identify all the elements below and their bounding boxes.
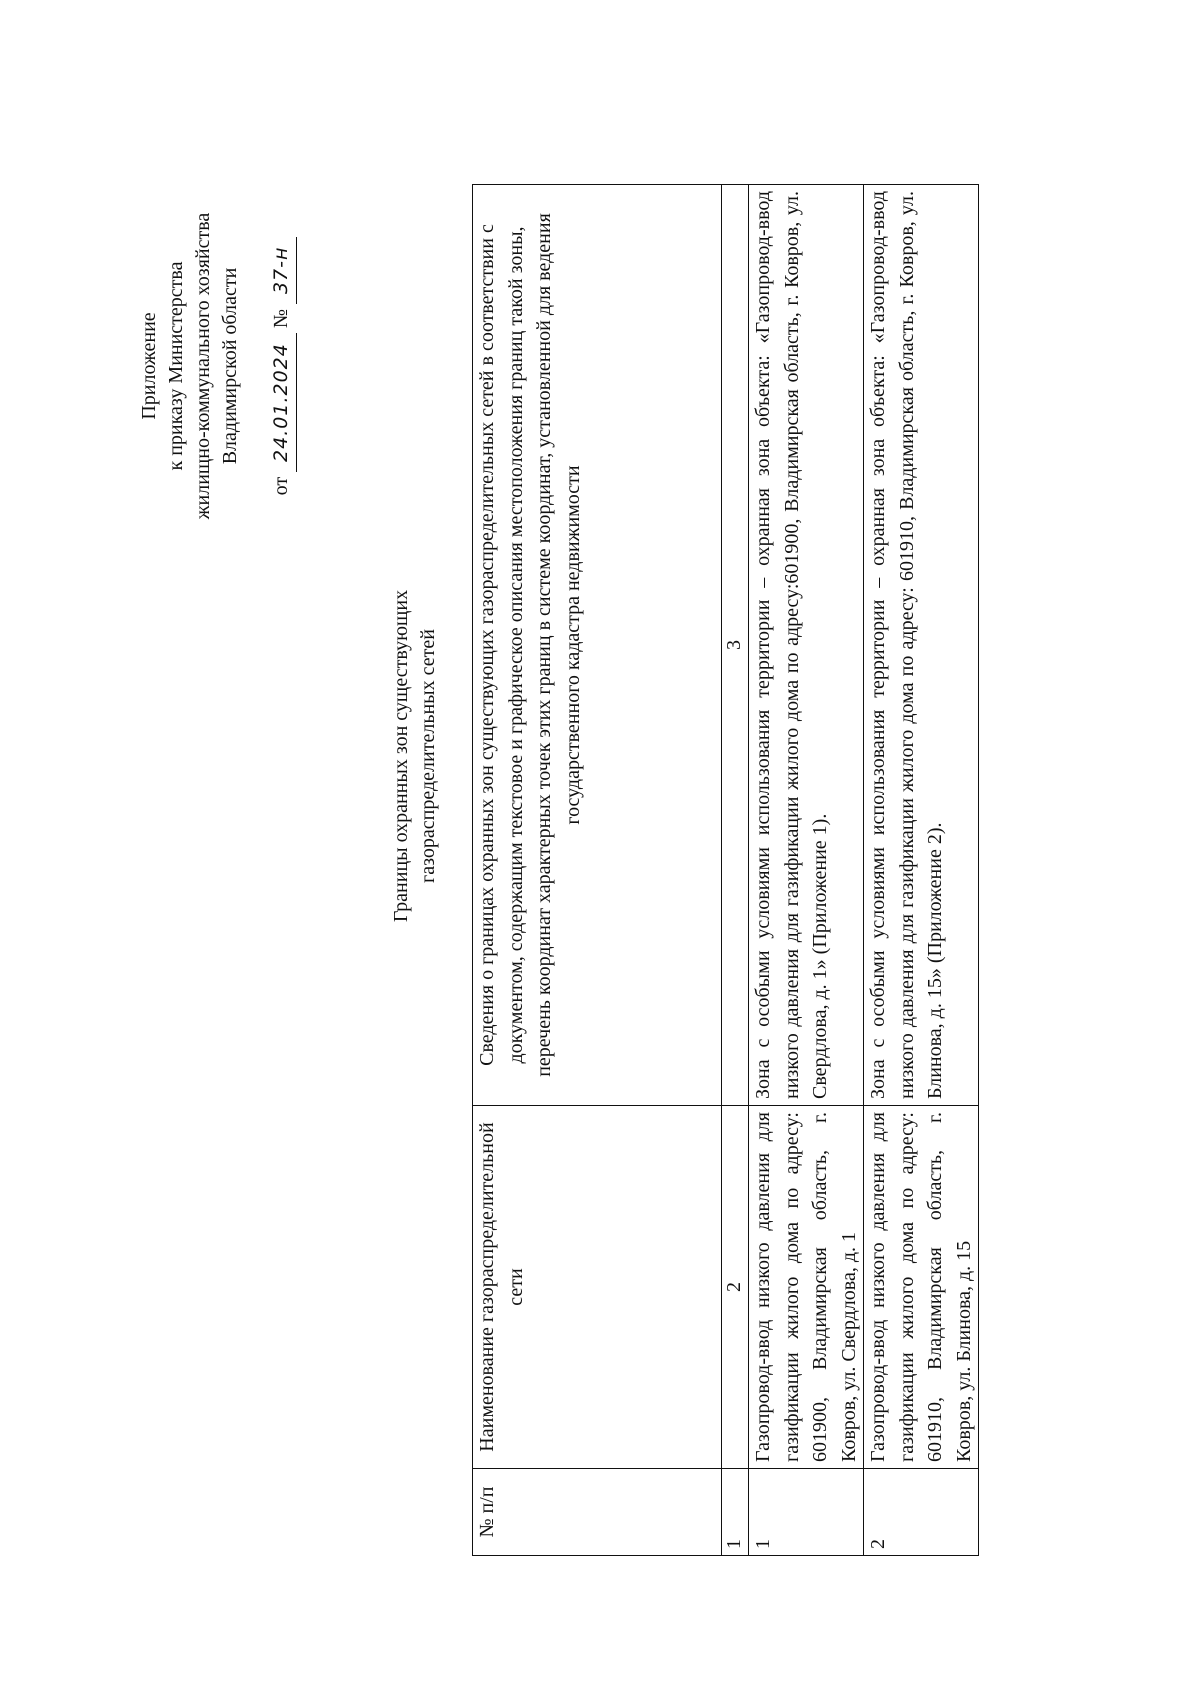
column-number: 2 xyxy=(722,1106,749,1469)
table-row xyxy=(749,185,864,1556)
table-row xyxy=(864,185,979,1556)
appendix-line: жилищно-коммунального хозяйства xyxy=(192,212,214,520)
order-date: 24.01.2024 xyxy=(268,333,297,472)
title-line-1: Границы охранных зон существующих xyxy=(390,589,412,923)
appendix-line: Приложение xyxy=(138,312,160,420)
network-name: Газопровод-ввод низкого давления для газификации жилого дома по адресу: 601900, Владимирская область, г. Ковров, ул. Свердлова, д. 1 xyxy=(749,1106,864,1469)
header-network-name: Наименование газораспределительной сети xyxy=(473,1106,722,1469)
column-number: 3 xyxy=(722,185,749,1106)
order-reference xyxy=(268,136,297,596)
order-number-label: № xyxy=(270,309,292,329)
document-page xyxy=(120,116,1140,1646)
appendix-line: к приказу Министерства xyxy=(165,261,187,471)
row-number: 2 xyxy=(864,1469,979,1556)
document-title xyxy=(388,436,442,1076)
network-name: Газопровод-ввод низкого давления для газификации жилого дома по адресу: 601910, Владимирская область, г. Ковров, ул. Блинова, д. 15 xyxy=(864,1106,979,1469)
header-number: № п/п xyxy=(473,1469,722,1556)
zone-info: Зона с особыми условиями использования территории – охранная зона объекта: «Газопровод-ввод низкого давления для газификации жилого дома по адресу: 601910, Владимирская область, г. Ковров, ул. Блинова, д. 15» (Приложение 2). xyxy=(864,185,979,1106)
zone-info: Зона с особыми условиями использования территории – охранная зона объекта: «Газопровод-ввод низкого давления для газификации жилого дома по адресу:601900, Владимирская область, г. Ковров, ул. Свердлова, д. 1» (Приложение 1). xyxy=(749,185,864,1106)
row-number: 1 xyxy=(749,1469,864,1556)
column-number-row xyxy=(722,185,749,1556)
order-number: 37-н xyxy=(268,237,297,304)
appendix-line: Владимирской области xyxy=(219,267,241,465)
appendix-header xyxy=(136,136,297,596)
column-number: 1 xyxy=(722,1469,749,1556)
header-zone-info: Сведения о границах охранных зон существующих газораспределительных сетей в соответствии с документом, содержащим текстовое и графическое описания местоположения границ такой зоны, перечень координат характерных точек этих границ в системе координат, установленной для ведения государственного кадастра недвижимости xyxy=(473,185,722,1106)
table-header-row xyxy=(473,185,722,1556)
gas-zones-table xyxy=(472,184,979,1556)
order-prefix: от xyxy=(270,476,292,496)
title-line-2: газораспределительных сетей xyxy=(417,629,439,883)
